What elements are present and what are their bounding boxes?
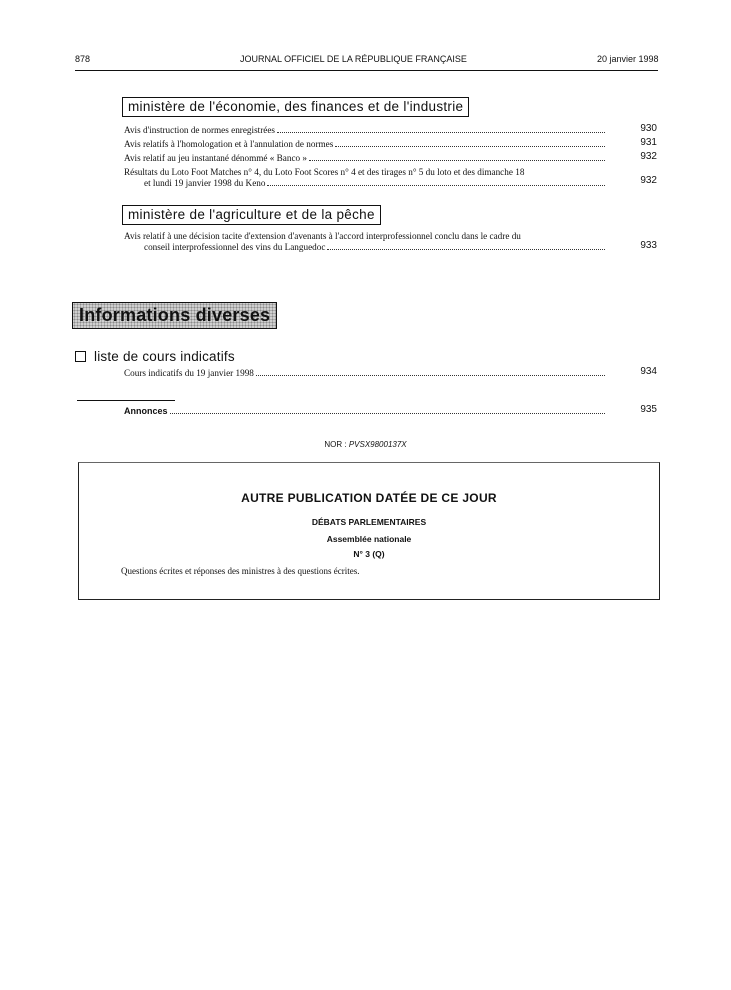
publication-number: N° 3 (Q) — [353, 549, 385, 559]
toc-entry — [124, 125, 606, 136]
entry-page: 931 — [640, 137, 657, 148]
toc-entry — [124, 153, 606, 164]
entry-text: Avis relatifs à l'homologation et à l'annulation de normes — [124, 139, 334, 149]
entry-text: Résultats du Loto Foot Matches n° 4, du Loto Foot Scores n° 4 et des tirages n° 5 du loto et des dimanche 18 — [124, 167, 525, 177]
chamber-name: Assemblée nationale — [326, 534, 412, 544]
journal-title: JOURNAL OFFICIEL DE LA RÉPUBLIQUE FRANÇAISE — [240, 54, 467, 64]
entry-page: 932 — [640, 151, 657, 162]
nor-code: PVSX9800137X — [348, 440, 407, 449]
toc-entry — [124, 406, 606, 417]
entry-text-cont: conseil interprofessionnel des vins du Languedoc — [144, 242, 326, 252]
liste-cours-heading — [75, 349, 235, 364]
toc-entry — [124, 167, 606, 189]
leader-dots — [309, 160, 605, 161]
entry-text: Avis relatif au jeu instantané dénommé « Banco » — [124, 153, 308, 163]
page-number: 878 — [75, 54, 91, 64]
entry-text-cont: et lundi 19 janvier 1998 du Keno — [144, 178, 266, 188]
checkbox-square-icon — [75, 351, 86, 362]
publication-description: Questions écrites et réponses des ministres à des questions écrites. — [121, 566, 360, 576]
leader-dots — [335, 146, 605, 147]
entry-page: 934 — [640, 366, 657, 377]
leader-dots — [277, 132, 605, 133]
toc-entry — [124, 139, 606, 150]
toc-entry — [124, 368, 606, 379]
annonces-label: Annonces — [124, 406, 168, 416]
toc-entry — [124, 231, 606, 253]
leader-dots — [267, 185, 605, 186]
entry-text: Avis relatif à une décision tacite d'extension d'avenants à l'accord interprofessionnel conclu dans le cadre du — [124, 231, 521, 241]
section-title-agriculture: ministère de l'agriculture et de la pêche — [122, 205, 381, 225]
debats-subtitle: DÉBATS PARLEMENTAIRES — [311, 517, 427, 527]
autre-publication-box — [78, 462, 660, 600]
liste-cours-title: liste de cours indicatifs — [94, 349, 235, 364]
leader-dots — [327, 249, 605, 250]
entry-text: Cours indicatifs du 19 janvier 1998 — [124, 368, 254, 378]
entry-text: Avis d'instruction de normes enregistrées — [124, 125, 276, 135]
entry-page: 930 — [640, 123, 657, 134]
nor-label: NOR : — [324, 440, 347, 449]
nor-line — [0, 440, 731, 449]
issue-date: 20 janvier 1998 — [597, 54, 659, 64]
header-rule — [75, 70, 658, 71]
entry-page: 935 — [640, 404, 657, 415]
informations-diverses-banner: Informations diverses — [72, 302, 277, 329]
section-title-economie: ministère de l'économie, des finances et de l'industrie — [122, 97, 469, 117]
autre-publication-title: AUTRE PUBLICATION DATÉE DE CE JOUR — [241, 491, 497, 505]
entry-page: 933 — [640, 240, 657, 251]
leader-dots — [256, 375, 605, 376]
entry-page: 932 — [640, 175, 657, 186]
leader-dots — [170, 413, 605, 414]
separator-rule — [77, 400, 175, 401]
